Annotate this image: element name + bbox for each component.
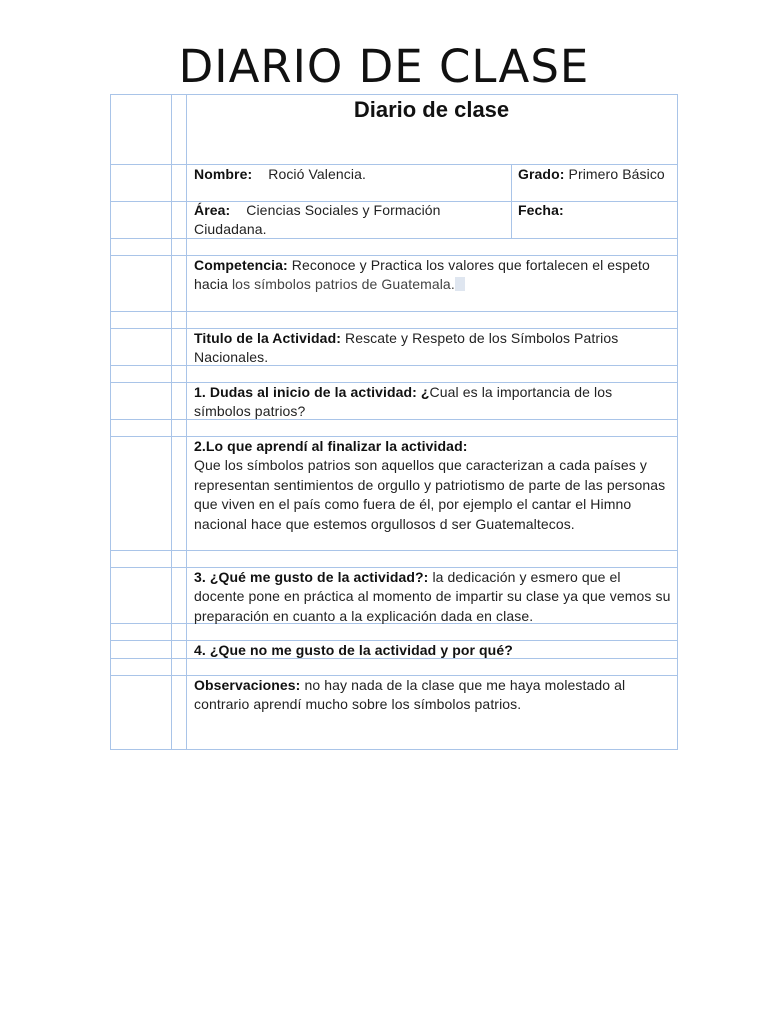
- area-label: Área:: [194, 202, 231, 218]
- area-field: [194, 201, 504, 240]
- no-gusto-field: [194, 641, 672, 660]
- page-title: DIARIO DE CLASE: [178, 40, 590, 93]
- competencia-field: [194, 256, 672, 295]
- competencia-label: Competencia:: [194, 257, 288, 273]
- aprendi-label: 2.Lo que aprendí al finalizar la actividad:: [194, 438, 468, 454]
- grado-label: Grado:: [518, 166, 565, 182]
- row-divider: [111, 550, 677, 551]
- grado-value: Primero Básico: [568, 166, 665, 182]
- grado-field: [518, 165, 673, 184]
- row-divider: [111, 311, 677, 312]
- titulo-actividad-field: [194, 329, 672, 368]
- titulo-actividad-label: Titulo de la Actividad:: [194, 330, 341, 346]
- dudas-value: Cual es la importancia de los símbolos patrios?: [194, 384, 613, 420]
- titulo-actividad-value: Rescate y Respeto de los Símbolos Patrios Nacionales.: [194, 330, 619, 366]
- observaciones-field: [194, 676, 672, 715]
- aprendi-value: Que los símbolos patrios son aquellos que caracterizan a cada países y representan sentimientos de orgullo y patriotismo de parte de las personas que viven en el país como fuera de él, por ejemplo el cantar el Himno nacional hace que estemos orgullosos d ser Guatemaltecos.: [194, 457, 666, 532]
- dudas-field: [194, 383, 672, 422]
- observaciones-value: no hay nada de la clase que me haya molestado al contrario aprendí mucho sobre los símbolos patrios.: [194, 677, 626, 713]
- competencia-value-continued: los símbolos patrios de Guatemala.: [231, 276, 455, 293]
- nombre-field: [194, 165, 504, 184]
- gusto-label: 3. ¿Qué me gusto de la actividad?:: [194, 569, 429, 585]
- margin-line: [171, 95, 172, 749]
- area-value: Ciencias Sociales y Formación Ciudadana.: [194, 202, 441, 238]
- form-title: Diario de clase: [353, 97, 510, 122]
- fecha-field: [518, 201, 673, 220]
- competencia-value: Reconoce y Practica los valores que fortalecen el espeto hacia: [194, 257, 650, 293]
- text-cursor-selection: [455, 277, 465, 291]
- margin-line: [186, 95, 187, 749]
- dudas-label: 1. Dudas al inicio de la actividad: ¿: [194, 384, 430, 400]
- diary-form: [110, 94, 678, 750]
- observaciones-label: Observaciones:: [194, 677, 301, 693]
- fecha-label: Fecha:: [518, 202, 564, 218]
- no-gusto-label: 4. ¿Que no me gusto de la actividad y por qué?: [194, 642, 513, 658]
- gusto-value: la dedicación y esmero que el docente pone en práctica al momento de impartir su clase ya que vemos su preparación en cuanto a la explicación dada en clase.: [194, 569, 671, 624]
- nombre-label: Nombre:: [194, 166, 253, 182]
- aprendi-field: [194, 437, 672, 534]
- gusto-field: [194, 568, 672, 626]
- nombre-value: Roció Valencia.: [268, 166, 366, 182]
